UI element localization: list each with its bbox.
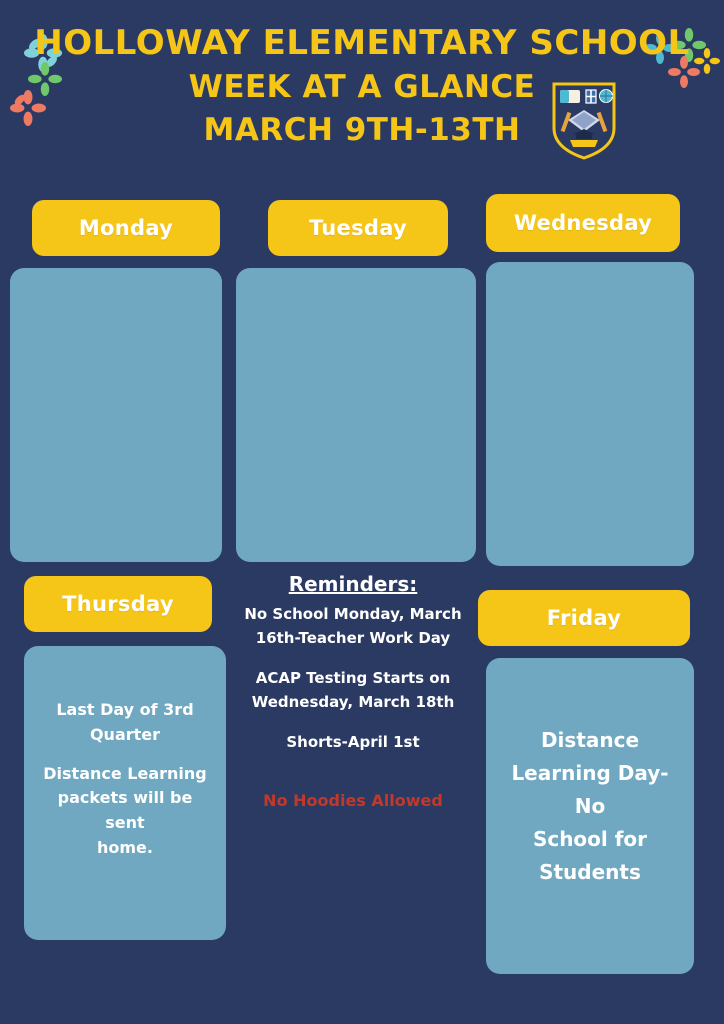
friday-line-4: Students [539, 860, 641, 884]
spacer [36, 748, 214, 762]
reminder-2-line-2: Starts on [372, 669, 451, 687]
thursday-line-4: packets will be sent [57, 788, 193, 833]
title-line-2: WEEK AT A GLANCE [188, 69, 536, 106]
spacer [228, 754, 478, 788]
day-header-tuesday [268, 200, 448, 256]
reminder-item-1 [228, 602, 478, 650]
friday-line-2: Learning Day-No [511, 761, 669, 818]
reminder-2-line-3: Wednesday, March 18th [251, 693, 455, 711]
day-header-friday [478, 590, 690, 646]
day-label: Thursday [62, 592, 174, 616]
thursday-line-1: Last Day of 3rd [56, 700, 194, 719]
title-line-1: HOLLOWAY ELEMENTARY SCHOOL [34, 23, 690, 63]
day-content-monday[interactable] [10, 268, 222, 562]
day-content-wednesday[interactable] [486, 262, 694, 566]
day-content-thursday[interactable] [24, 646, 226, 940]
reminder-item-2 [228, 666, 478, 714]
day-header-monday [32, 200, 220, 256]
day-content-tuesday[interactable] [236, 268, 476, 562]
day-label: Wednesday [513, 211, 653, 235]
thursday-line-2: Quarter [89, 724, 161, 744]
spacer [228, 650, 478, 666]
day-label: Tuesday [308, 216, 408, 240]
day-header-thursday [24, 576, 212, 632]
reminders-title: Reminders: [288, 572, 418, 596]
reminders-section [228, 572, 478, 814]
thursday-line-3: Distance Learning [43, 763, 207, 783]
friday-line-3: School for [532, 827, 648, 851]
title-line-3: MARCH 9TH-13TH [203, 112, 521, 149]
day-content-friday[interactable] [486, 658, 694, 974]
reminder-1-line-2: 16th-Teacher Work Day [255, 629, 451, 647]
day-label: Monday [78, 216, 174, 240]
reminder-warning: No Hoodies Allowed [263, 791, 443, 810]
thursday-line-5: home. [97, 837, 153, 857]
spacer [228, 714, 478, 730]
reminder-1-line-1: No School Monday, March [244, 605, 462, 623]
day-label: Friday [546, 606, 622, 630]
friday-line-1: Distance [540, 728, 640, 752]
school-crest-icon [548, 78, 620, 162]
reminder-2-line-1: ACAP Testing [255, 669, 368, 687]
reminder-item-3: Shorts-April 1st [286, 733, 420, 751]
day-header-wednesday [486, 194, 680, 252]
